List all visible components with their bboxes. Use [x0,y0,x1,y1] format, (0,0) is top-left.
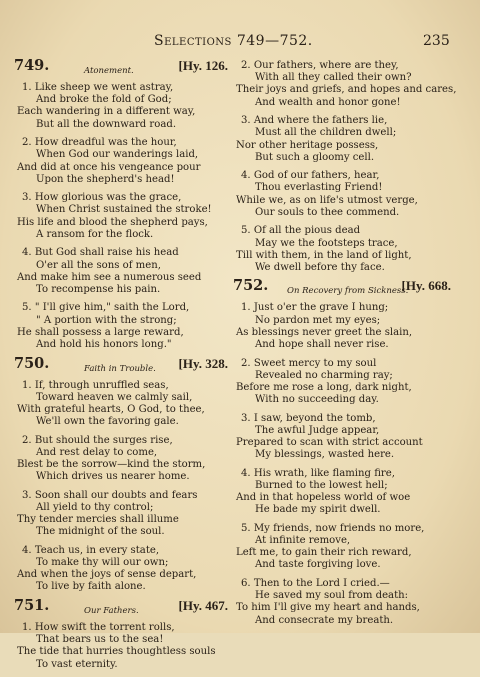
verse-line: 1. Like sheep we went astray, [22,82,174,93]
hymn-749 [14,57,228,351]
verse-line: 4. His wrath, like flaming fire, [241,467,395,479]
verse-line: But such a gloomy cell. [255,151,375,163]
verse-line: 5. " I'll give him," saith the Lord, [22,302,190,314]
verse-line: All yield to thy control; [36,501,154,513]
stanza [233,60,457,109]
stanza [233,358,451,407]
verse-line: Blest be the sorrow—kind the storm, [17,459,206,471]
verse-line: To vast eternity. [36,658,118,670]
stanza [14,435,228,484]
verse-line: 2. But should the surges rise, [22,434,173,446]
verse-line: To recompense his pain. [36,283,161,295]
page-header [0,33,480,53]
verse-line: We'll own the favoring gale. [36,416,179,428]
verse-line: That bears us to the sea! [36,634,164,646]
verse-line: My blessings, wasted here. [255,449,395,461]
stanza [14,137,228,186]
hymn-heading [14,57,228,78]
verse-line: O'er all the sons of men, [36,259,161,271]
stanza [14,622,228,671]
stanza [14,82,228,131]
verse-line: 4. Teach us, in every state, [22,544,160,556]
verse-line: 4. God of our fathers, hear, [241,170,380,182]
verse-line: And make him see a numerous seed [17,271,202,283]
verse-line: 1. If, through unruffled seas, [22,379,169,391]
stanza [233,115,451,164]
verse-line: Thou everlasting Friend! [255,182,383,194]
stanza [233,225,451,274]
hymn-title: On Recovery from Sickness. [287,286,409,297]
stanza [233,302,451,351]
stanza [233,413,451,462]
stanza [233,578,451,627]
verse-line: The midnight of the soul. [36,526,165,538]
verse-line: To live by faith alone. [36,581,146,593]
verse-line: He shall possess a large reward, [17,326,184,338]
hymn-title: Our Fathers. [84,605,139,616]
verse-line: Thy tender mercies shall illume [17,514,179,526]
hymn-heading [14,354,228,376]
hymn-750 [14,354,228,594]
verse-line: Till with them, in the land of light, [236,249,412,261]
verse-line: Their joys and griefs, and hopes and cares, [236,84,457,96]
hymn-752 [233,277,451,626]
verse-line: He saved my soul from death: [255,590,409,602]
verse-line: Revealed no charming ray; [255,369,393,381]
verse-line: To make thy will our own; [36,557,169,569]
verse-line: His life and blood the shepherd pays, [17,216,208,228]
hymn-title: Atonement. [84,66,134,76]
hymn-tune-ref: [Hy. 126. [178,58,228,73]
running-title: Selections 749—752. [154,33,313,49]
verse-line: And wealth and honor gone! [255,96,401,108]
verse-line: But all the downward road. [36,118,177,130]
verse-line: And did at once his vengeance pour [17,161,201,173]
verse-line: 3. I saw, beyond the tomb, [241,412,376,424]
verse-line: At infinite remove, [255,535,351,547]
verse-line: A ransom for the flock. [36,228,154,240]
verse-line: With no succeeding day. [255,394,379,406]
verse-line: With grateful hearts, O God, to thee, [17,403,205,415]
verse-line: 2. How dreadful was the hour, [22,137,177,149]
verse-line: 3. How glorious was the grace, [22,192,182,204]
verse-line: The awful Judge appear, [255,424,380,436]
verse-line: " A portion with the strong; [36,314,177,326]
verse-line: And hope shall never rise. [255,339,389,351]
hymn-number: 750. [14,354,50,372]
verse-line: Our souls to thee commend. [255,206,400,218]
stanza [14,545,228,594]
verse-line: 5. My friends, now friends no more, [241,522,425,534]
hymn-number: 752. [233,277,269,295]
verse-line: When Christ sustained the stroke! [36,204,212,216]
verse-line: 3. And where the fathers lie, [241,115,388,127]
stanza [233,170,451,219]
verse-line: 2. Sweet mercy to my soul [241,357,377,369]
verse-line: 5. Of all the pious dead [241,225,361,237]
verse-line: And when the joys of sense depart, [17,569,197,581]
verse-line: And rest delay to come, [36,446,158,458]
verse-line: And broke the fold of God; [36,94,172,106]
verse-line: 2. Our fathers, where are they, [241,60,399,71]
verse-line: Upon the shepherd's head! [36,173,175,185]
stanza [233,468,451,517]
verse-line: He bade my spirit dwell. [255,504,381,516]
hymn-title: Faith in Trouble. [84,363,156,374]
verse-line: And hold his honors long." [36,339,172,351]
verse-line: Burned to the lowest hell; [255,479,388,491]
hymn-751 [14,596,228,671]
verse-line: 1. Just o'er the grave I hung; [241,302,389,314]
verse-line: And taste forgiving love. [255,559,381,571]
verse-line: With all they called their own? [255,72,412,84]
verse-line: Toward heaven we calmly sail, [36,391,193,403]
hymn-heading [233,277,451,298]
verse-line: To him I'll give my heart and hands, [236,602,420,614]
verse-line: Before me rose a long, dark night, [236,381,412,393]
stanza [233,523,451,572]
verse-line: Nor other heritage possess, [236,139,379,151]
verse-line: We dwell before thy face. [255,261,385,273]
verse-line: When God our wanderings laid, [36,149,199,161]
page-number: 235 [423,33,450,49]
verse-line: Left me, to gain their rich reward, [236,547,412,559]
stanza [14,302,228,351]
stanza [14,380,228,429]
left-column [14,57,228,677]
stanza [14,192,228,241]
verse-line: Which drives us nearer home. [36,471,190,483]
verse-line: 1. How swift the torrent rolls, [22,621,175,633]
hymn-number: 749. [14,57,50,74]
verse-line: 4. But God shall raise his head [22,247,179,259]
verse-line: Must all the children dwell; [255,127,397,139]
right-column [233,60,457,633]
hymn-heading [14,596,228,618]
hymn-tune-ref: [Hy. 328. [178,355,228,371]
verse-line: Each wandering in a different way, [17,106,196,118]
verse-line: 6. Then to the Lord I cried.— [241,577,390,589]
verse-line: While we, as on life's utmost verge, [236,194,418,206]
verse-line: May we the footsteps trace, [255,237,398,249]
verse-line: No pardon met my eyes; [255,314,381,326]
hymn-751-continued [233,60,457,274]
verse-line: Prepared to scan with strict account [236,437,423,449]
stanza [14,247,228,296]
hymn-number: 751. [14,596,50,614]
verse-line: As blessings never greet the slain, [236,326,413,338]
hymn-tune-ref: [Hy. 668. [401,278,451,294]
stanza [14,490,228,539]
verse-line: 3. Soon shall our doubts and fears [22,489,198,501]
verse-line: And in that hopeless world of woe [236,492,411,504]
verse-line: The tide that hurries thoughtless souls [17,646,216,658]
verse-line: And consecrate my breath. [255,614,394,626]
hymn-tune-ref: [Hy. 467. [178,597,228,613]
